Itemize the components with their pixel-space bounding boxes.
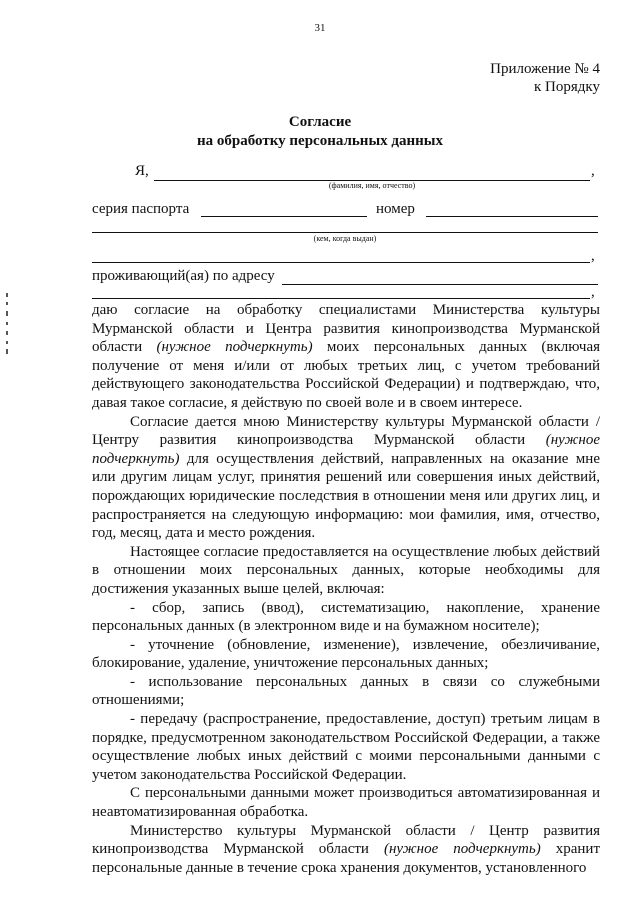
passport-number-label: номер	[376, 201, 415, 217]
list-item: - передачу (распространение, предоставление, доступ) третьим лицам в порядке, предусмотренном законодательством Российской Федерации, а также осуществление любых иных действий с моими персональными данными с учетом законодательства Российской Федерации.	[92, 711, 600, 783]
passport-number-field[interactable]	[426, 216, 598, 217]
document-title	[0, 113, 640, 151]
address-field[interactable]	[282, 284, 598, 285]
paragraph-consent-purpose: Согласие дается мною Министерству культуры Мурманской области / Центру развития кинопроизводства Мурманской области (нужное подчеркнуть) для осуществления действий, направленных на оказание мне или другим лицам услуг, принятия решений или совершения иных действий, порождающих юридические последствия в отношении меня или других лиц, и распространяется на следующую информацию: мои фамилия, имя, отчество, год, месяц, дата и место рождения.	[92, 413, 600, 542]
consent-body	[92, 301, 600, 877]
appendix-reference	[490, 60, 600, 96]
passport-issued-field[interactable]	[92, 232, 598, 233]
list-item: - использование персональных данных в связи со служебными отношениями;	[92, 673, 600, 709]
page-number: 31	[314, 22, 326, 34]
issued-hint: (кем, когда выдан)	[313, 234, 377, 243]
address-field-continued[interactable]	[92, 298, 590, 299]
appendix-line: к Порядку	[534, 79, 600, 95]
ya-label: Я,	[135, 163, 149, 179]
paragraph-consent-given: даю согласие на обработку специалистами Министерства культуры Мурманской области и Центра развития кинопроизводства Мурманской области (нужное подчеркнуть) моих персональных данных (включая получение от меня и/или от любых третьих лиц, с учетом требований действующего законодательства Российской Федерации) и подтверждаю, что, давая такое согласие, я действую по своей воле и в своем интересе.	[92, 302, 600, 411]
paragraph-storage: Министерство культуры Мурманской области / Центр развития кинопроизводства Мурманской области (нужное подчеркнуть) хранит персональные данные в течение срока хранения документов, установленного	[92, 822, 600, 876]
address-comma: ,	[591, 284, 595, 300]
passport-series-field[interactable]	[201, 216, 367, 217]
passport-series-label: серия паспорта	[92, 201, 190, 217]
title-line: Согласие	[288, 114, 352, 130]
scan-margin-marks	[5, 293, 11, 355]
issued-comma: ,	[591, 248, 595, 264]
fio-comma: ,	[591, 163, 595, 179]
passport-issued-field-continued[interactable]	[92, 262, 590, 263]
paragraph-processing-type: С персональными данными может производиться автоматизированная и неавтоматизированная обработка.	[92, 785, 600, 821]
address-label: проживающий(ая) по адресу	[92, 268, 275, 284]
paragraph-actions-intro: Настоящее согласие предоставляется на осуществление любых действий в отношении моих персональных данных, которые необходимы для достижения указанных выше целей, включая:	[92, 543, 600, 597]
title-line: на обработку персональных данных	[197, 133, 443, 149]
appendix-line: Приложение № 4	[490, 61, 600, 77]
list-item: - уточнение (обновление, изменение), извлечение, обезличивание, блокирование, удаление, уничтожение персональных данных;	[92, 636, 600, 672]
list-item: - сбор, запись (ввод), систематизацию, накопление, хранение персональных данных (в электронном виде и на бумажном носителе);	[92, 599, 600, 635]
fio-hint: (фамилия, имя, отчество)	[328, 181, 416, 190]
